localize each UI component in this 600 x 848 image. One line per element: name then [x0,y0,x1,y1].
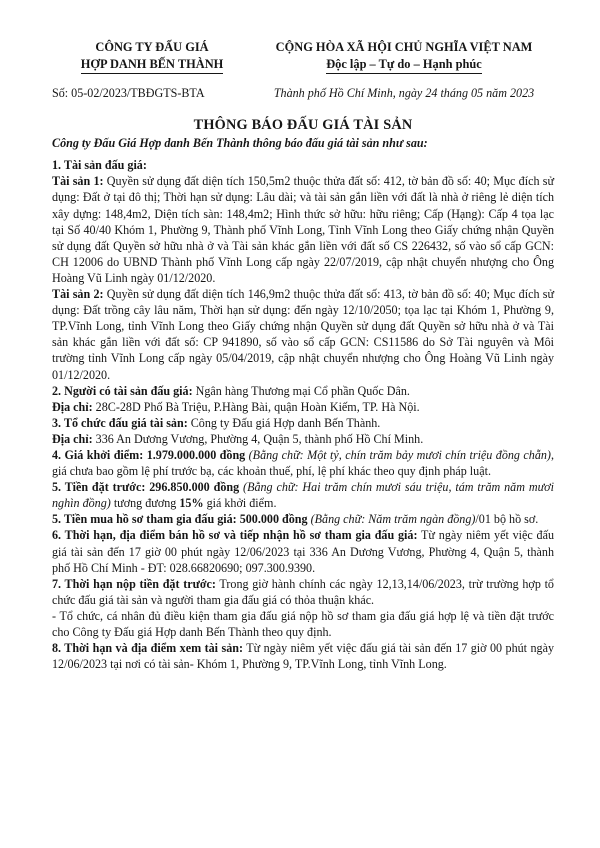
section-3-address-label: Địa chỉ: [52,431,93,446]
place-and-date: Thành phố Hồ Chí Minh, ngày 24 tháng 05 năm 2023 [273,86,535,100]
asset-1-text: Quyền sử dụng đất diện tích 150,5m2 thuộc thửa đất số: 412, tờ bản đồ số: 40; Mục đích sử dụng: Đất ở tại đô thị; Thời hạn sử dụng: Lâu dài; và tài sản gắn liền với đất là nhà ở riêng lẻ diện tích xây dựng: 148,4m2, Diện tích sàn: 148,4m2; Hình thức sở hữu: hữu riêng; Cấp (Hạng): Cấp 4 tọa lạc tại Số 40/40 Khóm 1, Phường 9, Thành phố Vĩnh Long, Tỉnh Vĩnh Long theo Giấy chứng nhận Quyền sử dụng đất Quyền sở hữu nhà ở và Tài sản khác gắn liền với đất số CS 226432, số vào sổ cấp GCN: CH 12006 do UBND Thành phố Vĩnh Long cấp ngày 22/07/2019, cập nhật chuyển nhượng cho Ông Hoàng Vũ Linh ngày 01/12/2020. [52,174,554,285]
section-7-paragraph [52,576,554,608]
section-6-text: Từ ngày niêm yết việc đấu giá tài sản đến 17 giờ 00 phút ngày 12/06/2023 tại 336 An Dương Vương, Phường 4, Quận 5, thành phố Hồ Chí Minh - ĐT: 028.66820690; 097.300.9390. [52,528,554,575]
section-5-text2: giá khởi điểm. [203,496,277,511]
intro-line: Công ty Đấu Giá Hợp danh Bến Thành thông báo đấu giá tài sản như sau: [52,136,428,151]
section-3-label: 3. Tổ chức đấu giá tài sản: [52,415,188,430]
asset-2-text: Quyền sử dụng đất diện tích 146,9m2 thuộc thửa đất số: 413, tờ bản đồ số: 40; Mục đích sử dụng: Đất trồng cây lâu năm, Thời hạn sử dụng: đến ngày 12/10/2050; tọa lạc tại Khóm 1, Phường 9, TP.Vĩnh Long, tỉnh Vĩnh Long theo Giấy chứng nhận Quyền sử dụng đất Quyền sở hữu nhà ở và Tài sản khác gắn liền với đất số: CP 941890, số vào sổ cấp GCN: CS11586 do Sở Tài nguyên và Môi trường tỉnh Vĩnh Long cấp ngày 05/04/2019, cập nhật chuyển nhượng cho Ông Hoàng Vũ Linh ngày 01/12/2020. [52,287,554,382]
section-3-text: Công ty Đấu giá Hợp danh Bến Thành. [187,415,381,430]
section-6-label: 6. Thời hạn, địa điểm bán hồ sơ và tiếp nhận hồ sơ tham gia đấu giá: [52,528,418,543]
section-7-note: - Tổ chức, cá nhân đủ điều kiện tham gia đấu giá nộp hồ sơ tham gia đấu giá hợp lệ và tiền đặt trước cho Công ty Đấu giá Hợp danh Bến Thành theo quy định. [52,608,554,639]
section-1-heading-text: 1. Tài sản đấu giá: [52,158,147,173]
section-3-address-text: 336 An Dương Vương, Phường 4, Quận 5, thành phố Hồ Chí Minh. [92,431,424,446]
document-number: Số: 05-02/2023/TBĐGTS-BTA [52,86,205,100]
section-2-address [52,399,554,415]
national-motto: Độc lập – Tự do – Hạnh phúc [326,57,482,75]
section-5-words: (Bằng chữ: Hai trăm chín mươi sáu triệu, tám trăm năm mươi nghìn đồng) [52,480,554,511]
section-3-paragraph [52,415,554,431]
section-1-heading [52,157,554,173]
section-2-text: Ngân hàng Thương mại Cổ phần Quốc Dân. [192,383,410,398]
document-header [52,40,554,101]
section-7-label: 7. Thời hạn nộp tiền đặt trước: [52,576,216,591]
section-8-label: 8. Thời hạn và địa điểm xem tài sản: [52,641,243,656]
section-4-paragraph [52,447,554,479]
asset-1-paragraph [52,173,554,286]
national-title: CỘNG HÒA XÃ HỘI CHỦ NGHĨA VIỆT NAM [275,40,533,54]
section-3-address [52,431,554,447]
document-title: THÔNG BÁO ĐẤU GIÁ TÀI SẢN [193,117,413,134]
section-5-percent: 15% [179,496,204,511]
section-2-label: 2. Người có tài sản đấu giá: [52,383,193,398]
asset-1-label: Tài sản 1: [52,174,104,189]
company-name-line1: CÔNG TY ĐẤU GIÁ [95,40,209,54]
company-name-line2: HỢP DANH BẾN THÀNH [81,57,224,75]
national-header-block [254,40,554,101]
document-body [52,157,554,672]
section-5b-text: /01 bộ hồ sơ. [475,512,539,527]
asset-2-label: Tài sản 2: [52,287,104,302]
section-6-paragraph [52,527,554,575]
section-2-address-label: Địa chỉ: [52,399,93,414]
asset-2-paragraph [52,286,554,383]
section-5-paragraph [52,479,554,511]
section-8-paragraph [52,640,554,672]
section-5-label: 5. Tiền đặt trước: 296.850.000 đồng [52,480,240,495]
section-4-text: , giá chưa bao gồm lệ phí trước bạ, các khoản thuế, phí, lệ phí khác theo quy định pháp luật. [52,447,554,479]
issuer-block [52,40,252,101]
section-7-text: Trong giờ hành chính các ngày 12,13,14/06/2023, trừ trường hợp tổ chức đấu giá tài sản và người tham gia đấu giá có thỏa thuận khác. [52,576,554,607]
section-5-text1: tương đương [110,496,180,511]
section-4-words: (Bằng chữ: Một tỷ, chín trăm bảy mươi chín triệu đồng chẵn) [245,447,551,462]
section-5b-label: 5. Tiền mua hồ sơ tham gia đấu giá: 500.000 đồng [52,512,308,527]
section-5b-words: (Bằng chữ: Năm trăm ngàn đồng) [307,512,476,527]
section-2-address-text: 28C-28D Phố Bà Triệu, P.Hàng Bài, quận Hoàn Kiếm, TP. Hà Nội. [92,399,420,414]
section-5b-paragraph [52,511,554,527]
section-8-text: Từ ngày niêm yết việc đấu giá tài sản đến 17 giờ 00 phút ngày 12/06/2023 tại nơi có tài sản- Khóm 1, Phường 9, TP.Vĩnh Long, tỉnh Vĩnh Long. [52,641,554,672]
section-4-label: 4. Giá khởi điểm: 1.979.000.000 đồng [52,447,246,462]
section-2-paragraph [52,383,554,399]
